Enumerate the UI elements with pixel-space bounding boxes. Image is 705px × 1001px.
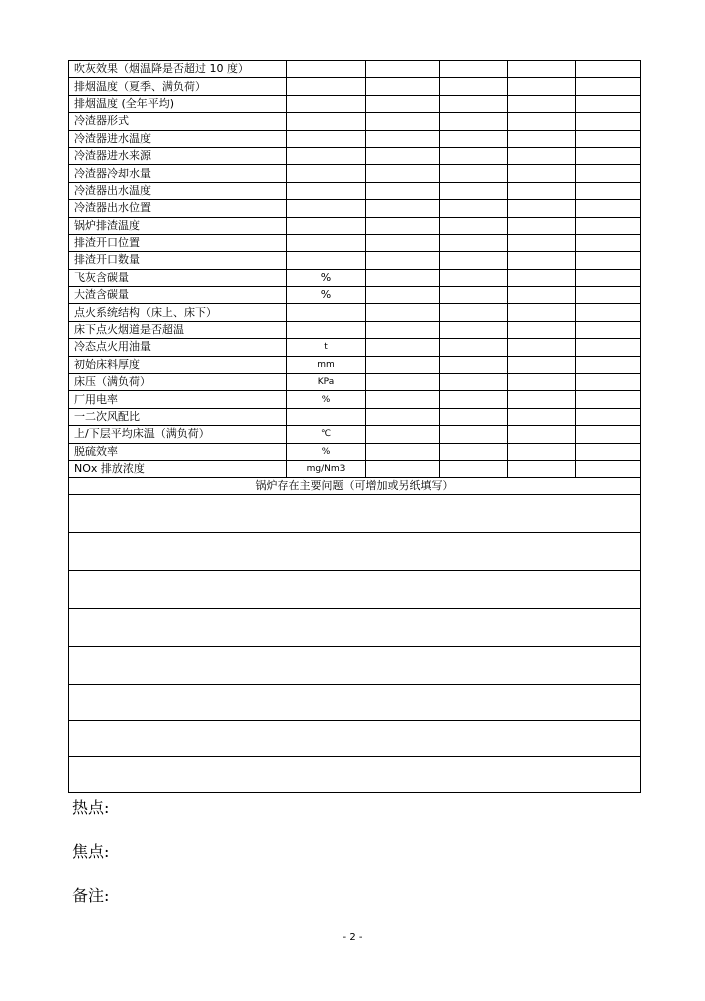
row-unit: % — [287, 443, 366, 460]
row-unit: ℃ — [287, 426, 366, 443]
value-cell[interactable] — [366, 61, 440, 78]
value-cell[interactable] — [440, 200, 508, 217]
focus-label: 焦点: — [72, 842, 110, 861]
value-cell[interactable] — [576, 217, 641, 234]
table-row — [69, 130, 641, 147]
table-row — [69, 339, 641, 356]
row-label: 床下点火烟道是否超温 — [69, 321, 287, 338]
value-cell[interactable] — [508, 443, 576, 460]
table-row — [69, 252, 641, 269]
value-cell[interactable] — [366, 147, 440, 164]
table-row — [69, 287, 641, 304]
value-cell[interactable] — [576, 391, 641, 408]
value-cell[interactable] — [366, 287, 440, 304]
row-unit — [287, 95, 366, 112]
row-unit — [287, 130, 366, 147]
row-label: 排渣开口数量 — [69, 252, 287, 269]
value-cell[interactable] — [508, 321, 576, 338]
notes-block — [72, 796, 109, 928]
value-cell[interactable] — [440, 443, 508, 460]
row-label: 飞灰含碳量 — [69, 269, 287, 286]
data-rows — [69, 61, 641, 478]
value-cell[interactable] — [440, 339, 508, 356]
value-cell[interactable] — [576, 339, 641, 356]
value-cell[interactable] — [440, 460, 508, 477]
row-unit: t — [287, 339, 366, 356]
table-row — [69, 200, 641, 217]
value-cell[interactable] — [366, 217, 440, 234]
value-cell[interactable] — [366, 252, 440, 269]
table-row — [69, 321, 641, 338]
value-cell[interactable] — [366, 321, 440, 338]
value-cell[interactable] — [440, 130, 508, 147]
value-cell[interactable] — [576, 147, 641, 164]
value-cell[interactable] — [366, 426, 440, 443]
value-cell[interactable] — [366, 339, 440, 356]
table-row — [69, 460, 641, 477]
problem-entry-row[interactable] — [69, 721, 641, 757]
row-label: 冷渣器出水位置 — [69, 200, 287, 217]
value-cell[interactable] — [508, 217, 576, 234]
value-cell[interactable] — [440, 408, 508, 425]
table-row — [69, 426, 641, 443]
value-cell[interactable] — [576, 321, 641, 338]
row-unit: mg/Nm3 — [287, 460, 366, 477]
row-label: 冷渣器冷却水量 — [69, 165, 287, 182]
value-cell[interactable] — [508, 339, 576, 356]
value-cell[interactable] — [508, 234, 576, 251]
table-row — [69, 217, 641, 234]
row-unit — [287, 165, 366, 182]
table-row — [69, 269, 641, 286]
value-cell[interactable] — [508, 304, 576, 321]
hotspot-label: 热点: — [72, 798, 110, 817]
row-unit — [287, 200, 366, 217]
row-unit — [287, 113, 366, 130]
value-cell[interactable] — [440, 304, 508, 321]
value-cell[interactable] — [508, 130, 576, 147]
value-cell[interactable] — [576, 374, 641, 391]
value-cell[interactable] — [440, 356, 508, 373]
value-cell[interactable] — [440, 165, 508, 182]
row-unit: KPa — [287, 374, 366, 391]
table-row — [69, 391, 641, 408]
value-cell[interactable] — [440, 287, 508, 304]
value-cell[interactable] — [508, 182, 576, 199]
value-cell[interactable] — [440, 113, 508, 130]
value-cell[interactable] — [508, 269, 576, 286]
value-cell[interactable] — [366, 460, 440, 477]
row-unit: % — [287, 269, 366, 286]
row-unit — [287, 147, 366, 164]
value-cell[interactable] — [440, 61, 508, 78]
row-label: NOx 排放浓度 — [69, 460, 287, 477]
value-cell[interactable] — [508, 61, 576, 78]
table-row — [69, 182, 641, 199]
page-number: - 2 - — [342, 932, 363, 943]
table-row — [69, 374, 641, 391]
row-unit: mm — [287, 356, 366, 373]
value-cell[interactable] — [576, 130, 641, 147]
table-row — [69, 234, 641, 251]
row-unit: % — [287, 287, 366, 304]
value-cell[interactable] — [440, 391, 508, 408]
value-cell[interactable] — [440, 217, 508, 234]
value-cell[interactable] — [366, 304, 440, 321]
row-label: 排渣开口位置 — [69, 234, 287, 251]
row-label: 厂用电率 — [69, 391, 287, 408]
table-row — [69, 443, 641, 460]
row-unit — [287, 217, 366, 234]
row-label: 冷渣器出水温度 — [69, 182, 287, 199]
value-cell[interactable] — [366, 78, 440, 95]
table-row — [69, 78, 641, 95]
value-cell[interactable] — [440, 234, 508, 251]
table-row — [69, 165, 641, 182]
value-cell[interactable] — [576, 200, 641, 217]
value-cell[interactable] — [576, 426, 641, 443]
problems-section-title: 锅炉存在主要问题（可增加或另纸填写） — [69, 478, 641, 495]
problem-entry-row[interactable] — [69, 533, 641, 571]
value-cell[interactable] — [440, 147, 508, 164]
value-cell[interactable] — [576, 269, 641, 286]
value-cell[interactable] — [366, 443, 440, 460]
value-cell[interactable] — [508, 165, 576, 182]
value-cell[interactable] — [366, 374, 440, 391]
value-cell[interactable] — [366, 408, 440, 425]
table-row — [69, 147, 641, 164]
value-cell[interactable] — [508, 200, 576, 217]
value-cell[interactable] — [508, 426, 576, 443]
row-unit — [287, 408, 366, 425]
value-cell[interactable] — [440, 321, 508, 338]
table-row — [69, 356, 641, 373]
value-cell[interactable] — [576, 234, 641, 251]
value-cell[interactable] — [576, 252, 641, 269]
row-label: 床压（满负荷） — [69, 374, 287, 391]
remarks-label: 备注: — [72, 886, 110, 905]
row-unit: % — [287, 391, 366, 408]
value-cell[interactable] — [366, 130, 440, 147]
value-cell[interactable] — [508, 391, 576, 408]
value-cell[interactable] — [508, 95, 576, 112]
value-cell[interactable] — [576, 443, 641, 460]
value-cell[interactable] — [440, 269, 508, 286]
value-cell[interactable] — [508, 252, 576, 269]
row-label: 冷渣器进水温度 — [69, 130, 287, 147]
table-row — [69, 95, 641, 112]
table-row — [69, 408, 641, 425]
problem-entry-row[interactable] — [69, 495, 641, 533]
value-cell[interactable] — [508, 374, 576, 391]
value-cell[interactable] — [508, 460, 576, 477]
row-unit — [287, 61, 366, 78]
value-cell[interactable] — [576, 113, 641, 130]
value-cell[interactable] — [366, 356, 440, 373]
problem-entry-row[interactable] — [69, 609, 641, 647]
problem-entry-row[interactable] — [69, 685, 641, 721]
value-cell[interactable] — [366, 269, 440, 286]
row-unit — [287, 234, 366, 251]
problem-entry-row[interactable] — [69, 571, 641, 609]
value-cell[interactable] — [508, 287, 576, 304]
problem-entry-row[interactable] — [69, 647, 641, 685]
value-cell[interactable] — [576, 356, 641, 373]
row-label: 冷渣器形式 — [69, 113, 287, 130]
value-cell[interactable] — [508, 356, 576, 373]
table-row — [69, 113, 641, 130]
value-cell[interactable] — [366, 200, 440, 217]
row-unit — [287, 182, 366, 199]
boiler-survey-sheet — [68, 60, 640, 793]
value-cell[interactable] — [508, 78, 576, 95]
value-cell[interactable] — [576, 408, 641, 425]
value-cell[interactable] — [366, 182, 440, 199]
row-label: 上/下层平均床温（满负荷） — [69, 426, 287, 443]
value-cell[interactable] — [440, 426, 508, 443]
value-cell[interactable] — [366, 234, 440, 251]
problems-section — [69, 478, 641, 793]
value-cell[interactable] — [576, 78, 641, 95]
value-cell[interactable] — [508, 113, 576, 130]
value-cell[interactable] — [366, 165, 440, 182]
value-cell[interactable] — [440, 95, 508, 112]
value-cell[interactable] — [508, 147, 576, 164]
value-cell[interactable] — [440, 252, 508, 269]
value-cell[interactable] — [440, 182, 508, 199]
row-label: 大渣含碳量 — [69, 287, 287, 304]
row-label: 锅炉排渣温度 — [69, 217, 287, 234]
value-cell[interactable] — [508, 408, 576, 425]
row-unit — [287, 252, 366, 269]
row-label: 吹灰效果（烟温降是否超过 10 度） — [69, 61, 287, 78]
value-cell[interactable] — [576, 304, 641, 321]
row-label: 脱硫效率 — [69, 443, 287, 460]
value-cell[interactable] — [576, 182, 641, 199]
boiler-data-table — [68, 60, 641, 793]
row-label: 冷态点火用油量 — [69, 339, 287, 356]
table-row — [69, 61, 641, 78]
row-unit — [287, 321, 366, 338]
value-cell[interactable] — [366, 391, 440, 408]
value-cell[interactable] — [366, 95, 440, 112]
value-cell[interactable] — [576, 165, 641, 182]
row-label: 排烟温度 (全年平均) — [69, 95, 287, 112]
value-cell[interactable] — [440, 374, 508, 391]
row-label: 一二次风配比 — [69, 408, 287, 425]
row-label: 冷渣器进水来源 — [69, 147, 287, 164]
table-row — [69, 304, 641, 321]
value-cell[interactable] — [576, 287, 641, 304]
row-label: 排烟温度（夏季、满负荷） — [69, 78, 287, 95]
row-label: 初始床料厚度 — [69, 356, 287, 373]
value-cell[interactable] — [366, 113, 440, 130]
row-label: 点火系统结构（床上、床下） — [69, 304, 287, 321]
row-unit — [287, 78, 366, 95]
value-cell[interactable] — [440, 78, 508, 95]
problem-entry-row[interactable] — [69, 757, 641, 793]
value-cell[interactable] — [576, 61, 641, 78]
value-cell[interactable] — [576, 95, 641, 112]
value-cell[interactable] — [576, 460, 641, 477]
row-unit — [287, 304, 366, 321]
